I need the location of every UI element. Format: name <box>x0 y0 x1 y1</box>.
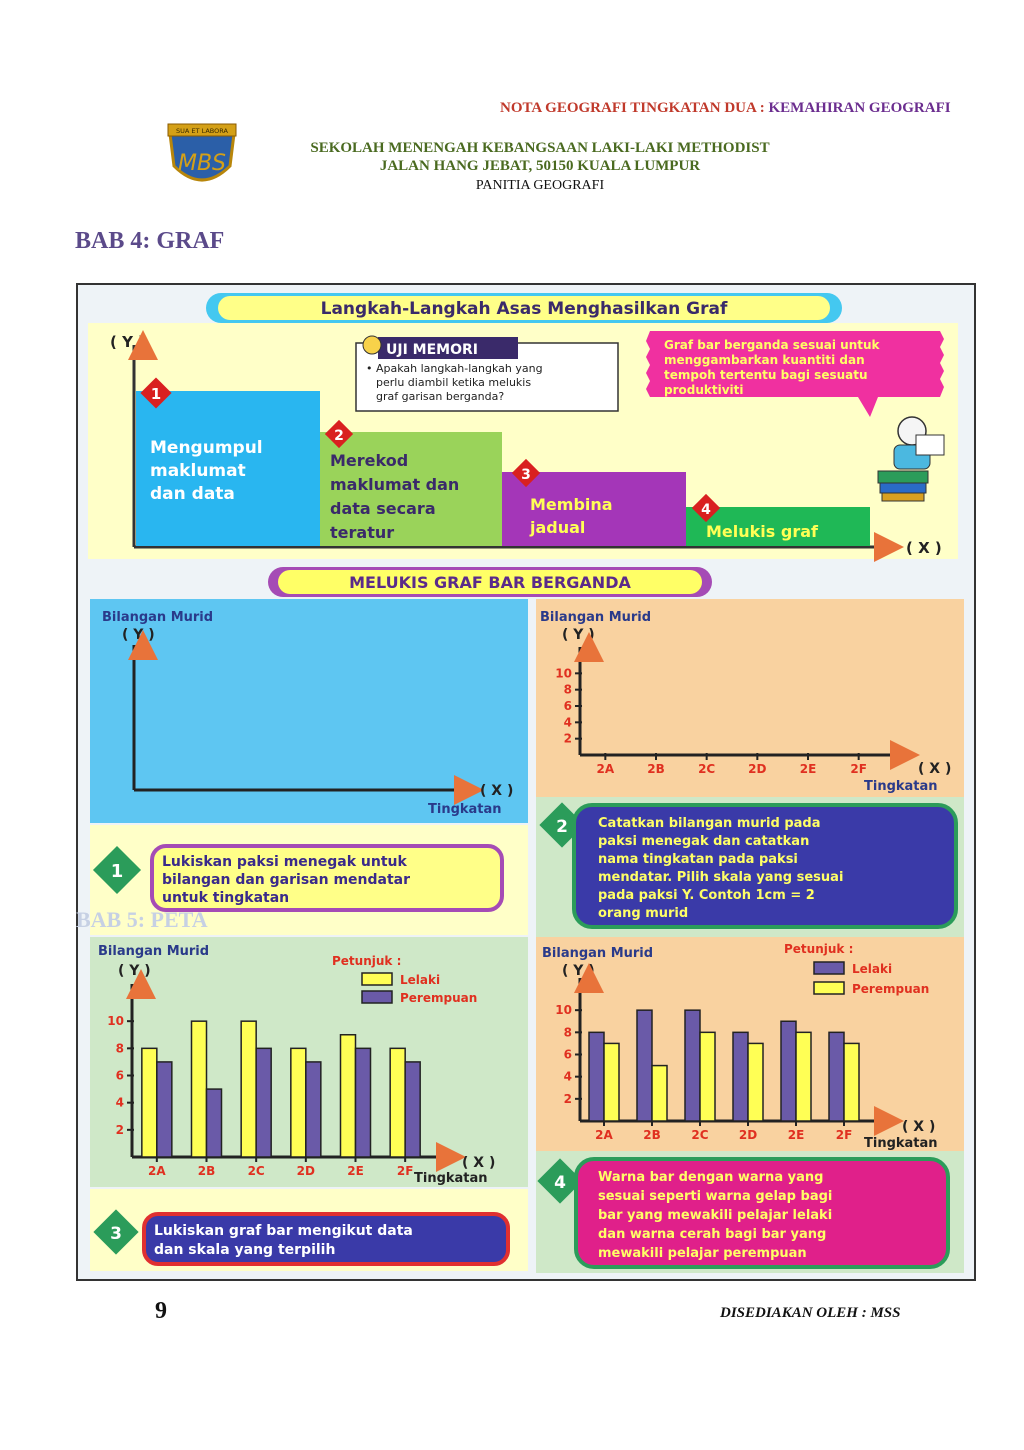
top-axis-x-label: ( X ) <box>906 539 942 557</box>
svg-text:Warna bar dengan warna yang: Warna bar dengan warna yang <box>598 1170 824 1185</box>
chart-left-bar-lelaki-2b <box>192 1021 207 1157</box>
panel-2-y-tick-label: 4 <box>563 715 572 730</box>
chart-left-bar-perempuan-2e <box>356 1048 371 1157</box>
svg-text:orang murid: orang murid <box>598 906 689 921</box>
svg-text:graf garisan berganda?: graf garisan berganda? <box>376 390 505 403</box>
chart-left-bar-lelaki-2c <box>241 1021 256 1157</box>
chart-right-bar-lelaki-2a <box>589 1032 604 1121</box>
school-line-1: SEKOLAH MENENGAH KEBANGSAAN LAKI-LAKI METHODIST <box>310 140 770 156</box>
svg-text:menggambarkan kuantiti dan: menggambarkan kuantiti dan <box>664 353 865 367</box>
svg-text:UJI MEMORI: UJI MEMORI <box>386 342 478 358</box>
svg-text:2: 2 <box>556 817 568 837</box>
panitia-label: PANITIA GEOGRAFI <box>475 178 605 193</box>
panel-2-y-tick-label: 2 <box>563 731 572 746</box>
chart-left-bar-lelaki-2d <box>291 1048 306 1157</box>
svg-text:maklumat dan: maklumat dan <box>330 475 460 494</box>
logo-monogram: MBS <box>177 151 227 176</box>
panel-2-y-label: Bilangan Murid <box>540 610 652 625</box>
svg-text:Mengumpul: Mengumpul <box>150 438 263 458</box>
step-4-text: Melukis graf <box>706 522 818 541</box>
banner-title: Langkah-Langkah Asas Menghasilkan Graf <box>320 299 728 319</box>
panel-1-axis-y: ( Y ) <box>122 627 155 643</box>
chart-left-x-tick-label: 2E <box>347 1164 364 1178</box>
chart-left-x-tick-label: 2C <box>247 1164 265 1178</box>
panel-3-legend-female: Perempuan <box>400 991 478 1005</box>
svg-text:pada paksi Y. Contoh 1cm = 2: pada paksi Y. Contoh 1cm = 2 <box>598 888 815 903</box>
svg-text:Merekod: Merekod <box>330 451 409 470</box>
svg-text:Lukiskan paksi menegak untuk: Lukiskan paksi menegak untuk <box>162 854 407 870</box>
panel-3-legend-title: Petunjuk : <box>332 954 402 968</box>
svg-text:dan skala yang terpilih: dan skala yang terpilih <box>154 1242 336 1258</box>
panel-3-x-label: Tingkatan <box>414 1171 488 1186</box>
svg-text:Membina: Membina <box>530 495 613 514</box>
chart-right-y-tick-label: 4 <box>563 1069 572 1084</box>
chart-right-y-tick-label: 8 <box>563 1025 572 1040</box>
chart-right-bar-lelaki-2b <box>637 1010 652 1121</box>
panel-4-x-label: Tingkatan <box>864 1136 938 1151</box>
svg-text:perlu diambil ketika melukis: perlu diambil ketika melukis <box>376 376 532 389</box>
chart-right-bar-lelaki-2f <box>829 1032 844 1121</box>
header-title-main: NOTA GEOGRAFI TINGKATAN DUA : <box>500 100 769 116</box>
chart-right-x-tick-label: 2B <box>643 1128 661 1142</box>
svg-text:bilangan dan garisan mendatar: bilangan dan garisan mendatar <box>162 872 411 888</box>
panel-2-x-tick-label: 2E <box>799 762 817 776</box>
svg-text:dan data: dan data <box>150 484 235 504</box>
svg-text:dan warna cerah bagi bar yang: dan warna cerah bagi bar yang <box>598 1227 827 1242</box>
header-title-accent: KEMAHIRAN GEOGRAFI <box>768 100 951 116</box>
svg-text:mewakili pelajar perempuan: mewakili pelajar perempuan <box>598 1246 807 1261</box>
panel-4-legend-male: Lelaki <box>852 962 893 976</box>
chart-right-x-tick-label: 2D <box>738 1128 758 1142</box>
chart-right-bar-lelaki-2e <box>781 1021 796 1121</box>
panel-3-axis-x: ( X ) <box>462 1155 496 1171</box>
panel-1-axis-x: ( X ) <box>480 783 514 799</box>
panel-2-y-tick-label: 10 <box>555 666 572 681</box>
panel-1-y-label: Bilangan Murid <box>102 610 214 625</box>
svg-text:Catatkan bilangan murid pada: Catatkan bilangan murid pada <box>598 816 821 831</box>
infographic-frame <box>76 283 976 1281</box>
panel-2-x-tick-label: 2C <box>698 762 716 776</box>
chapter-title: BAB 4: GRAF <box>75 228 225 254</box>
svg-text:produktiviti: produktiviti <box>664 383 744 397</box>
panel-2-axis-x: ( X ) <box>918 761 952 777</box>
panel-4-legend-female: Perempuan <box>852 982 930 996</box>
chart-right-bar-perempuan-2e <box>796 1032 811 1121</box>
chart-right-y-tick-label: 10 <box>555 1003 572 1018</box>
chart-right-x-tick-label: 2F <box>835 1128 853 1142</box>
panel-4-legend-title: Petunjuk : <box>784 942 854 956</box>
chart-left-bar-perempuan-2b <box>207 1089 222 1157</box>
chart-left-bar-perempuan-2f <box>405 1062 420 1157</box>
panel-2-x-tick-label: 2D <box>748 762 767 776</box>
chart-left-bar-lelaki-2e <box>341 1035 356 1157</box>
svg-text:2: 2 <box>334 428 344 444</box>
panel-2-x-tick-label: 2A <box>596 762 615 776</box>
page-number: 9 <box>155 1298 167 1324</box>
chart-left-x-tick-label: 2F <box>396 1164 414 1178</box>
document-header-title <box>500 100 1020 117</box>
chart-right-bar-perempuan-2d <box>748 1043 763 1121</box>
svg-text:nama tingkatan pada paksi: nama tingkatan pada paksi <box>598 852 798 867</box>
school-name <box>150 139 930 175</box>
infographic <box>78 285 974 1279</box>
panel-2-x-tick-label: 2F <box>850 762 867 776</box>
school-line-2: JALAN HANG JEBAT, 50150 KUALA LUMPUR <box>379 158 701 174</box>
svg-text:paksi menegak dan catatkan: paksi menegak dan catatkan <box>598 834 810 849</box>
memory-icon <box>363 336 381 354</box>
chart-left-y-tick-label: 4 <box>115 1095 124 1110</box>
chart-right-y-tick-label: 6 <box>563 1047 572 1062</box>
svg-text:3: 3 <box>521 467 531 483</box>
panel-3-legend-swatch-female <box>362 991 392 1003</box>
panel-4-legend-swatch-male <box>814 962 844 974</box>
panel-4-legend-swatch-female <box>814 982 844 994</box>
panel-3-y-label: Bilangan Murid <box>98 944 210 959</box>
chart-left-bar-lelaki-2f <box>390 1048 405 1157</box>
chart-right-bar-perempuan-2b <box>652 1066 667 1121</box>
section-title: MELUKIS GRAF BAR BERGANDA <box>349 573 631 592</box>
chart-right-x-tick-label: 2C <box>691 1128 709 1142</box>
chart-left-y-tick-label: 10 <box>107 1014 124 1029</box>
panel-4-y-label: Bilangan Murid <box>542 946 654 961</box>
svg-text:jadual: jadual <box>530 518 586 537</box>
svg-text:data secara: data secara <box>330 499 436 518</box>
svg-text:untuk tingkatan: untuk tingkatan <box>162 890 290 906</box>
svg-text:4: 4 <box>554 1173 566 1193</box>
panel-3-legend-swatch-male <box>362 973 392 985</box>
chart-left-x-tick-label: 2B <box>197 1164 216 1178</box>
chart-right-bar-lelaki-2d <box>733 1032 748 1121</box>
panel-3-axis-y: ( Y ) <box>118 963 151 979</box>
panel-1-x-label: Tingkatan <box>428 802 502 817</box>
svg-text:• Apakah langkah-langkah yang: • Apakah langkah-langkah yang <box>366 362 543 375</box>
memory-box <box>356 336 618 411</box>
chart-right-bar-perempuan-2c <box>700 1032 715 1121</box>
svg-text:maklumat: maklumat <box>150 461 246 481</box>
logo-banner-text: SUA ET LABORA <box>176 127 228 135</box>
panel-2-axis-y: ( Y ) <box>562 627 595 643</box>
svg-text:mendatar. Pilih skala yang ses: mendatar. Pilih skala yang sesuai <box>598 870 844 885</box>
top-axis-y-label: ( Y ) <box>110 333 146 351</box>
chart-left-bar-lelaki-2a <box>142 1048 157 1157</box>
svg-text:1: 1 <box>150 385 162 403</box>
chart-right-bar-perempuan-2f <box>844 1043 859 1121</box>
chart-right-y-tick-label: 2 <box>563 1091 572 1106</box>
chart-left-x-tick-label: 2D <box>296 1164 315 1178</box>
chart-right-x-tick-label: 2E <box>787 1128 805 1142</box>
chart-right-x-tick-label: 2A <box>595 1128 613 1142</box>
svg-text:4: 4 <box>701 502 711 518</box>
chart-left-y-tick-label: 2 <box>115 1122 124 1137</box>
svg-text:Lukiskan graf bar mengikut dat: Lukiskan graf bar mengikut data <box>154 1223 413 1239</box>
svg-text:bar yang mewakili pelajar lela: bar yang mewakili pelajar lelaki <box>598 1208 833 1223</box>
svg-text:1: 1 <box>110 861 124 882</box>
svg-text:tempoh tertentu bagi sesuatu: tempoh tertentu bagi sesuatu <box>664 368 868 382</box>
panel-3-legend-male: Lelaki <box>400 973 441 987</box>
panel-2-y-tick-label: 8 <box>563 682 572 697</box>
svg-text:3: 3 <box>110 1224 122 1244</box>
chart-left-x-tick-label: 2A <box>148 1164 166 1178</box>
chart-right-bar-lelaki-2c <box>685 1010 700 1121</box>
svg-text:Graf bar berganda sesuai untuk: Graf bar berganda sesuai untuk <box>664 338 880 352</box>
chart-left-y-tick-label: 8 <box>115 1041 124 1056</box>
panel-2-x-tick-label: 2B <box>647 762 665 776</box>
svg-text:sesuai seperti warna gelap bag: sesuai seperti warna gelap bagi <box>598 1189 833 1204</box>
chart-left-y-tick-label: 6 <box>115 1068 124 1083</box>
overlay-chapter-5: BAB 5: PETA <box>76 907 208 932</box>
panel-2-x-label: Tingkatan <box>864 779 938 794</box>
chart-left-bar-perempuan-2a <box>157 1062 172 1157</box>
panel-4-axis-x: ( X ) <box>902 1119 936 1135</box>
instruction-4-text <box>598 1170 832 1261</box>
panel-2-y-tick-label: 6 <box>563 699 572 713</box>
prepared-by: DISEDIAKAN OLEH : MSS <box>720 1305 901 1321</box>
svg-text:teratur: teratur <box>330 523 395 542</box>
chart-left-bar-perempuan-2c <box>256 1048 271 1157</box>
chart-right-bar-perempuan-2a <box>604 1043 619 1121</box>
chart-left-bar-perempuan-2d <box>306 1062 321 1157</box>
panel-4-axis-y: ( Y ) <box>562 963 595 979</box>
